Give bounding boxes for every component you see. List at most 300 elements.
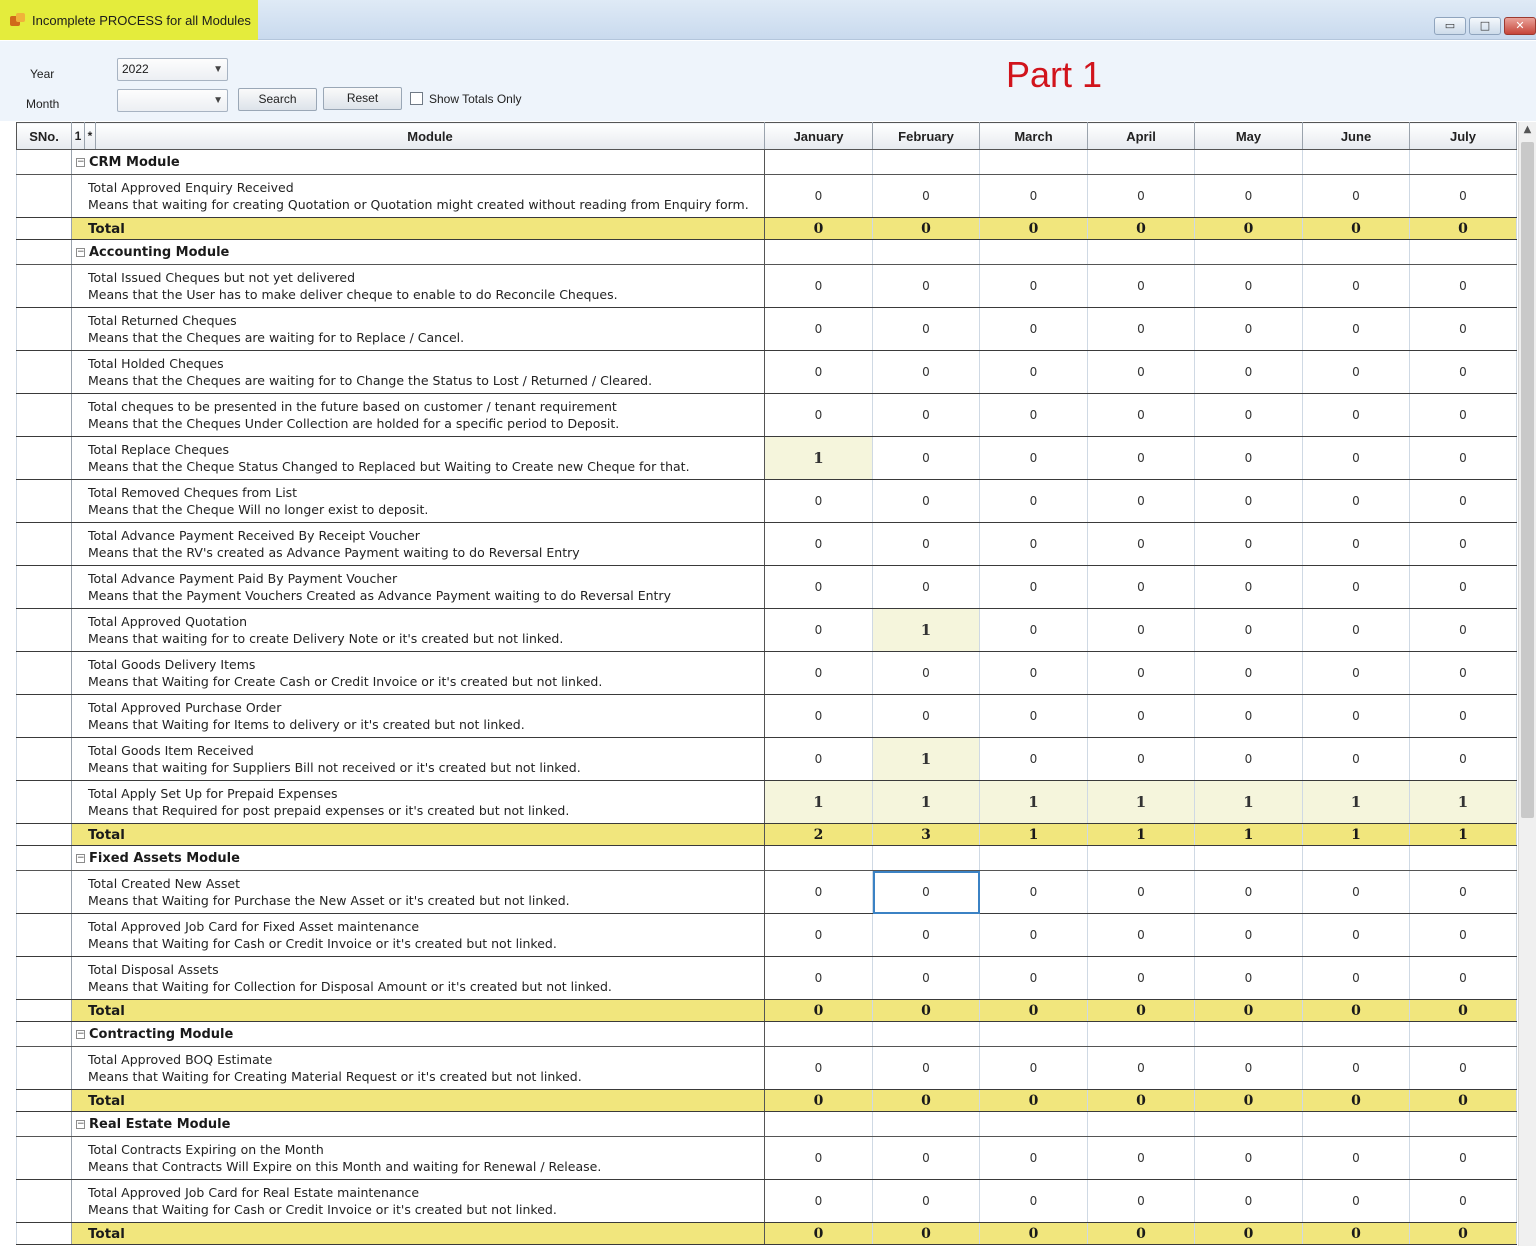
- table-row[interactable]: [17, 1180, 1517, 1223]
- value-cell-february[interactable]: 1: [873, 609, 980, 652]
- value-cell-march[interactable]: 0: [980, 351, 1088, 394]
- column-header-may[interactable]: May: [1195, 123, 1303, 150]
- sno-cell: [17, 1022, 72, 1047]
- row-description-cell[interactable]: [72, 652, 765, 695]
- value-cell-february[interactable]: 0: [873, 566, 980, 609]
- table-row[interactable]: [17, 609, 1517, 652]
- table-row[interactable]: [17, 695, 1517, 738]
- value-cell-may[interactable]: 0: [1195, 265, 1303, 308]
- scroll-up-icon[interactable]: ▲: [1523, 124, 1532, 135]
- row-description: Means that the Cheques Under Collection are holded for a specific period to Deposit.: [88, 416, 620, 431]
- row-title: Total Disposal Assets: [88, 962, 219, 977]
- value-cell-february[interactable]: 0: [873, 652, 980, 695]
- value-cell-july[interactable]: 0: [1410, 265, 1517, 308]
- value-cell-march[interactable]: 0: [980, 738, 1088, 781]
- value-cell-may[interactable]: 0: [1195, 175, 1303, 218]
- row-title: Total Approved Job Card for Fixed Asset maintenance: [88, 919, 420, 934]
- value-cell-april[interactable]: 1: [1088, 781, 1195, 824]
- value-cell-february[interactable]: 0: [873, 523, 980, 566]
- total-row[interactable]: [17, 218, 1517, 240]
- value-cell-june[interactable]: 0: [1303, 738, 1410, 781]
- row-description-cell[interactable]: [72, 523, 765, 566]
- row-description-cell[interactable]: [72, 695, 765, 738]
- total-cell-february[interactable]: 0: [873, 1090, 980, 1112]
- value-cell-january[interactable]: 0: [765, 265, 873, 308]
- value-cell-july[interactable]: 0: [1410, 351, 1517, 394]
- collapse-icon[interactable]: −: [77, 1028, 85, 1039]
- value-cell-march[interactable]: 0: [980, 609, 1088, 652]
- value-cell-april[interactable]: 0: [1088, 566, 1195, 609]
- reset-button[interactable]: Reset: [323, 87, 402, 110]
- value-cell-march[interactable]: 1: [980, 781, 1088, 824]
- collapse-icon[interactable]: −: [77, 156, 85, 167]
- group-cell-march: [980, 1022, 1088, 1047]
- value-cell-july[interactable]: 0: [1410, 914, 1517, 957]
- value-cell-march[interactable]: 0: [980, 523, 1088, 566]
- value-cell-may[interactable]: 0: [1195, 1137, 1303, 1180]
- row-description: Means that Waiting for Purchase the New Asset or it's created but not linked.: [88, 893, 570, 908]
- value-cell-may[interactable]: 0: [1195, 480, 1303, 523]
- table-row[interactable]: [17, 871, 1517, 914]
- group-cell-march: [980, 846, 1088, 871]
- total-cell-june[interactable]: 1: [1303, 824, 1410, 846]
- month-select[interactable]: [117, 89, 228, 112]
- table-row[interactable]: [17, 394, 1517, 437]
- value-cell-may[interactable]: 0: [1195, 308, 1303, 351]
- total-cell-june[interactable]: 0: [1303, 1223, 1410, 1245]
- total-cell-april[interactable]: 0: [1088, 1090, 1195, 1112]
- minimize-button[interactable]: ▭: [1434, 17, 1466, 35]
- total-label: Total: [72, 218, 765, 240]
- show-totals-checkbox[interactable]: [410, 92, 423, 105]
- value-cell-march[interactable]: 0: [980, 265, 1088, 308]
- column-header-sno[interactable]: SNo.: [17, 123, 72, 150]
- group-cell-may: [1195, 1022, 1303, 1047]
- value-cell-march[interactable]: 0: [980, 652, 1088, 695]
- value-cell-june[interactable]: 0: [1303, 394, 1410, 437]
- row-description-cell[interactable]: [72, 437, 765, 480]
- value-cell-april[interactable]: 0: [1088, 652, 1195, 695]
- table-row[interactable]: [17, 523, 1517, 566]
- value-cell-january[interactable]: 0: [765, 566, 873, 609]
- row-description: Means that waiting for Suppliers Bill not received or it's created but not linked.: [88, 760, 581, 775]
- value-cell-june[interactable]: 0: [1303, 1047, 1410, 1090]
- module-group-row[interactable]: [17, 150, 1517, 175]
- module-group-header[interactable]: [72, 1022, 765, 1047]
- value-cell-january[interactable]: 0: [765, 871, 873, 914]
- row-description: Means that the RV's created as Advance Payment waiting to do Reversal Entry: [88, 545, 580, 560]
- value-cell-february[interactable]: 0: [873, 871, 980, 914]
- value-cell-january[interactable]: 0: [765, 695, 873, 738]
- total-cell-march[interactable]: 1: [980, 824, 1088, 846]
- column-header-february[interactable]: February: [873, 123, 980, 150]
- value-cell-february[interactable]: 0: [873, 351, 980, 394]
- value-cell-may[interactable]: 0: [1195, 566, 1303, 609]
- sno-cell: [17, 351, 72, 394]
- value-cell-june[interactable]: 1: [1303, 781, 1410, 824]
- value-cell-march[interactable]: 0: [980, 957, 1088, 1000]
- value-cell-february[interactable]: 0: [873, 1047, 980, 1090]
- value-cell-july[interactable]: 0: [1410, 871, 1517, 914]
- total-cell-february[interactable]: 0: [873, 1000, 980, 1022]
- table-row[interactable]: [17, 566, 1517, 609]
- value-cell-march[interactable]: 0: [980, 1180, 1088, 1223]
- value-cell-january[interactable]: 0: [765, 1137, 873, 1180]
- value-cell-april[interactable]: 0: [1088, 738, 1195, 781]
- table-row[interactable]: [17, 265, 1517, 308]
- group-cell-march: [980, 1112, 1088, 1137]
- value-cell-january[interactable]: 0: [765, 914, 873, 957]
- value-cell-july[interactable]: 0: [1410, 480, 1517, 523]
- row-description-cell[interactable]: [72, 265, 765, 308]
- value-cell-june[interactable]: 0: [1303, 914, 1410, 957]
- row-description-cell[interactable]: [72, 914, 765, 957]
- total-cell-january[interactable]: 2: [765, 824, 873, 846]
- value-cell-may[interactable]: 0: [1195, 738, 1303, 781]
- column-header-march[interactable]: March: [980, 123, 1088, 150]
- table-row[interactable]: [17, 1137, 1517, 1180]
- total-cell-july[interactable]: 1: [1410, 824, 1517, 846]
- total-cell-may[interactable]: 0: [1195, 218, 1303, 240]
- value-cell-february[interactable]: 0: [873, 1137, 980, 1180]
- row-description-cell[interactable]: [72, 351, 765, 394]
- close-button[interactable]: ✕: [1504, 17, 1536, 35]
- value-cell-july[interactable]: 0: [1410, 308, 1517, 351]
- value-cell-february[interactable]: 0: [873, 175, 980, 218]
- row-description-cell[interactable]: [72, 175, 765, 218]
- value-cell-june[interactable]: 0: [1303, 652, 1410, 695]
- total-cell-april[interactable]: 0: [1088, 1223, 1195, 1245]
- total-cell-january[interactable]: 0: [765, 218, 873, 240]
- module-group-row[interactable]: [17, 1022, 1517, 1047]
- value-cell-may[interactable]: 0: [1195, 871, 1303, 914]
- total-row[interactable]: [17, 824, 1517, 846]
- value-cell-july[interactable]: 0: [1410, 1137, 1517, 1180]
- value-cell-may[interactable]: 1: [1195, 781, 1303, 824]
- value-cell-february[interactable]: 0: [873, 265, 980, 308]
- total-row[interactable]: [17, 1090, 1517, 1112]
- total-cell-february[interactable]: 0: [873, 218, 980, 240]
- value-cell-march[interactable]: 0: [980, 437, 1088, 480]
- value-cell-june[interactable]: 0: [1303, 957, 1410, 1000]
- grid-body: [17, 150, 1517, 1245]
- table-row[interactable]: [17, 351, 1517, 394]
- value-cell-may[interactable]: 0: [1195, 523, 1303, 566]
- value-cell-january[interactable]: 0: [765, 1047, 873, 1090]
- table-row[interactable]: [17, 738, 1517, 781]
- value-cell-june[interactable]: 0: [1303, 308, 1410, 351]
- value-cell-may[interactable]: 0: [1195, 914, 1303, 957]
- total-label: Total: [72, 824, 765, 846]
- collapse-icon[interactable]: −: [77, 852, 85, 863]
- total-cell-april[interactable]: 0: [1088, 218, 1195, 240]
- sno-cell: [17, 1137, 72, 1180]
- value-cell-march[interactable]: 0: [980, 308, 1088, 351]
- table-row[interactable]: [17, 957, 1517, 1000]
- row-description-cell[interactable]: [72, 480, 765, 523]
- total-cell-january[interactable]: 0: [765, 1223, 873, 1245]
- total-cell-april[interactable]: 0: [1088, 1000, 1195, 1022]
- row-description: Means that Waiting for Creating Material Request or it's created but not linked.: [88, 1069, 582, 1084]
- value-cell-february[interactable]: 0: [873, 308, 980, 351]
- search-button[interactable]: Search: [238, 88, 317, 111]
- value-cell-june[interactable]: 0: [1303, 1180, 1410, 1223]
- value-cell-june[interactable]: 0: [1303, 265, 1410, 308]
- value-cell-april[interactable]: 0: [1088, 957, 1195, 1000]
- module-group-row[interactable]: [17, 846, 1517, 871]
- row-title: Total Approved Purchase Order: [88, 700, 282, 715]
- value-cell-january[interactable]: 0: [765, 738, 873, 781]
- process-grid[interactable]: [16, 122, 1536, 1246]
- value-cell-march[interactable]: 0: [980, 175, 1088, 218]
- column-header-january[interactable]: January: [765, 123, 873, 150]
- sno-cell: [17, 914, 72, 957]
- value-cell-april[interactable]: 0: [1088, 351, 1195, 394]
- value-cell-january[interactable]: 1: [765, 437, 873, 480]
- value-cell-february[interactable]: 0: [873, 437, 980, 480]
- table-row[interactable]: [17, 175, 1517, 218]
- group-cell-april: [1088, 1112, 1195, 1137]
- value-cell-january[interactable]: 1: [765, 781, 873, 824]
- table-row[interactable]: [17, 914, 1517, 957]
- value-cell-april[interactable]: 0: [1088, 695, 1195, 738]
- total-cell-march[interactable]: 0: [980, 218, 1088, 240]
- total-cell-february[interactable]: 0: [873, 1223, 980, 1245]
- value-cell-march[interactable]: 0: [980, 914, 1088, 957]
- value-cell-july[interactable]: 0: [1410, 566, 1517, 609]
- row-description-cell[interactable]: [72, 609, 765, 652]
- module-group-header[interactable]: [72, 240, 765, 265]
- value-cell-july[interactable]: 0: [1410, 1180, 1517, 1223]
- value-cell-february[interactable]: 0: [873, 914, 980, 957]
- column-header-1[interactable]: 1: [72, 123, 85, 150]
- value-cell-may[interactable]: 0: [1195, 351, 1303, 394]
- total-cell-july[interactable]: 0: [1410, 1000, 1517, 1022]
- row-description: Means that the Cheques are waiting for to Change the Status to Lost / Returned / Cleared.: [88, 373, 653, 388]
- group-cell-april: [1088, 846, 1195, 871]
- row-title: Total Goods Delivery Items: [88, 657, 256, 672]
- value-cell-february[interactable]: 1: [873, 781, 980, 824]
- value-cell-january[interactable]: 0: [765, 175, 873, 218]
- value-cell-january[interactable]: 0: [765, 957, 873, 1000]
- value-cell-april[interactable]: 0: [1088, 1137, 1195, 1180]
- row-description: Means that Waiting for Cash or Credit Invoice or it's created but not linked.: [88, 1202, 557, 1217]
- value-cell-february[interactable]: 0: [873, 394, 980, 437]
- value-cell-june[interactable]: 0: [1303, 609, 1410, 652]
- value-cell-june[interactable]: 0: [1303, 871, 1410, 914]
- total-cell-may[interactable]: 0: [1195, 1090, 1303, 1112]
- column-header-april[interactable]: April: [1088, 123, 1195, 150]
- row-description-cell[interactable]: [72, 871, 765, 914]
- value-cell-june[interactable]: 0: [1303, 437, 1410, 480]
- value-cell-january[interactable]: 0: [765, 480, 873, 523]
- value-cell-may[interactable]: 0: [1195, 957, 1303, 1000]
- value-cell-july[interactable]: 0: [1410, 175, 1517, 218]
- value-cell-april[interactable]: 0: [1088, 914, 1195, 957]
- sno-cell: [17, 308, 72, 351]
- value-cell-april[interactable]: 0: [1088, 871, 1195, 914]
- value-cell-april[interactable]: 0: [1088, 437, 1195, 480]
- row-description-cell[interactable]: [72, 308, 765, 351]
- total-cell-march[interactable]: 0: [980, 1223, 1088, 1245]
- value-cell-january[interactable]: 0: [765, 652, 873, 695]
- value-cell-may[interactable]: 0: [1195, 394, 1303, 437]
- value-cell-july[interactable]: 0: [1410, 957, 1517, 1000]
- total-cell-may[interactable]: 0: [1195, 1223, 1303, 1245]
- value-cell-march[interactable]: 0: [980, 1137, 1088, 1180]
- table-row[interactable]: [17, 1047, 1517, 1090]
- row-description: Means that Waiting for Collection for Disposal Amount or it's created but not linked.: [88, 979, 612, 994]
- row-description-cell[interactable]: [72, 738, 765, 781]
- module-group-row[interactable]: [17, 1112, 1517, 1137]
- row-description-cell[interactable]: [72, 781, 765, 824]
- value-cell-may[interactable]: 0: [1195, 609, 1303, 652]
- total-cell-january[interactable]: 0: [765, 1090, 873, 1112]
- row-description-cell[interactable]: [72, 957, 765, 1000]
- total-cell-july[interactable]: 0: [1410, 1223, 1517, 1245]
- table-row[interactable]: [17, 480, 1517, 523]
- value-cell-july[interactable]: 0: [1410, 738, 1517, 781]
- value-cell-july[interactable]: 0: [1410, 695, 1517, 738]
- total-cell-june[interactable]: 0: [1303, 1090, 1410, 1112]
- total-cell-february[interactable]: 3: [873, 824, 980, 846]
- value-cell-january[interactable]: 0: [765, 1180, 873, 1223]
- value-cell-march[interactable]: 0: [980, 394, 1088, 437]
- value-cell-may[interactable]: 0: [1195, 1047, 1303, 1090]
- table-row[interactable]: [17, 308, 1517, 351]
- value-cell-july[interactable]: 0: [1410, 437, 1517, 480]
- value-cell-january[interactable]: 0: [765, 308, 873, 351]
- value-cell-june[interactable]: 0: [1303, 480, 1410, 523]
- value-cell-february[interactable]: 0: [873, 695, 980, 738]
- value-cell-april[interactable]: 0: [1088, 175, 1195, 218]
- value-cell-march[interactable]: 0: [980, 1047, 1088, 1090]
- value-cell-april[interactable]: 0: [1088, 308, 1195, 351]
- value-cell-june[interactable]: 0: [1303, 1137, 1410, 1180]
- collapse-icon[interactable]: −: [77, 1118, 85, 1129]
- total-cell-july[interactable]: 0: [1410, 1090, 1517, 1112]
- group-cell-may: [1195, 240, 1303, 265]
- window-titlebar[interactable]: [0, 0, 1536, 40]
- total-cell-may[interactable]: 0: [1195, 1000, 1303, 1022]
- value-cell-april[interactable]: 0: [1088, 1047, 1195, 1090]
- process-table: [16, 122, 1517, 1245]
- value-cell-june[interactable]: 0: [1303, 695, 1410, 738]
- group-cell-january: [765, 150, 873, 175]
- row-description: Means that Contracts Will Expire on this Month and waiting for Renewal / Release.: [88, 1159, 602, 1174]
- column-header-june[interactable]: June: [1303, 123, 1410, 150]
- vertical-scrollbar[interactable]: [1518, 122, 1536, 1246]
- total-cell-march[interactable]: 0: [980, 1000, 1088, 1022]
- total-cell-march[interactable]: 0: [980, 1090, 1088, 1112]
- value-cell-april[interactable]: 0: [1088, 480, 1195, 523]
- value-cell-july[interactable]: 0: [1410, 652, 1517, 695]
- value-cell-may[interactable]: 0: [1195, 652, 1303, 695]
- total-cell-june[interactable]: 0: [1303, 1000, 1410, 1022]
- value-cell-january[interactable]: 0: [765, 394, 873, 437]
- column-header-module[interactable]: Module: [96, 123, 765, 150]
- value-cell-april[interactable]: 0: [1088, 523, 1195, 566]
- module-group-header[interactable]: [72, 150, 765, 175]
- group-cell-june: [1303, 1022, 1410, 1047]
- value-cell-june[interactable]: 0: [1303, 351, 1410, 394]
- module-group-header[interactable]: [72, 846, 765, 871]
- value-cell-march[interactable]: 0: [980, 566, 1088, 609]
- total-cell-july[interactable]: 0: [1410, 218, 1517, 240]
- total-row[interactable]: [17, 1223, 1517, 1245]
- module-group-header[interactable]: [72, 1112, 765, 1137]
- value-cell-march[interactable]: 0: [980, 871, 1088, 914]
- value-cell-january[interactable]: 0: [765, 609, 873, 652]
- table-row[interactable]: [17, 781, 1517, 824]
- sno-cell: [17, 437, 72, 480]
- row-description: Means that the User has to make deliver cheque to enable to do Reconcile Cheques.: [88, 287, 618, 302]
- maximize-button[interactable]: □: [1469, 17, 1501, 35]
- total-cell-may[interactable]: 1: [1195, 824, 1303, 846]
- row-description-cell[interactable]: [72, 1047, 765, 1090]
- value-cell-june[interactable]: 0: [1303, 175, 1410, 218]
- header-row: [17, 123, 1517, 150]
- total-cell-june[interactable]: 0: [1303, 218, 1410, 240]
- row-description-cell[interactable]: [72, 566, 765, 609]
- sno-cell: [17, 846, 72, 871]
- total-cell-april[interactable]: 1: [1088, 824, 1195, 846]
- value-cell-february[interactable]: 0: [873, 1180, 980, 1223]
- row-description-cell[interactable]: [72, 1180, 765, 1223]
- table-row[interactable]: [17, 652, 1517, 695]
- table-row[interactable]: [17, 437, 1517, 480]
- total-cell-january[interactable]: 0: [765, 1000, 873, 1022]
- value-cell-april[interactable]: 0: [1088, 265, 1195, 308]
- value-cell-june[interactable]: 0: [1303, 566, 1410, 609]
- year-select[interactable]: [117, 58, 228, 81]
- collapse-icon[interactable]: −: [77, 246, 85, 257]
- column-header-star[interactable]: *: [85, 123, 96, 150]
- group-cell-february: [873, 1112, 980, 1137]
- value-cell-may[interactable]: 0: [1195, 1180, 1303, 1223]
- row-title: Total Created New Asset: [88, 876, 241, 891]
- value-cell-march[interactable]: 0: [980, 480, 1088, 523]
- sno-cell: [17, 175, 72, 218]
- value-cell-april[interactable]: 0: [1088, 1180, 1195, 1223]
- sno-cell: [17, 609, 72, 652]
- year-label: Year: [30, 67, 55, 81]
- total-row[interactable]: [17, 1000, 1517, 1022]
- value-cell-february[interactable]: 1: [873, 738, 980, 781]
- group-cell-february: [873, 240, 980, 265]
- value-cell-march[interactable]: 0: [980, 695, 1088, 738]
- value-cell-july[interactable]: 0: [1410, 523, 1517, 566]
- value-cell-may[interactable]: 0: [1195, 437, 1303, 480]
- scrollbar-thumb[interactable]: [1521, 142, 1534, 818]
- value-cell-february[interactable]: 0: [873, 480, 980, 523]
- value-cell-january[interactable]: 0: [765, 351, 873, 394]
- value-cell-july[interactable]: 0: [1410, 1047, 1517, 1090]
- row-description-cell[interactable]: [72, 1137, 765, 1180]
- value-cell-may[interactable]: 0: [1195, 695, 1303, 738]
- value-cell-july[interactable]: 1: [1410, 781, 1517, 824]
- value-cell-june[interactable]: 0: [1303, 523, 1410, 566]
- module-group-row[interactable]: [17, 240, 1517, 265]
- value-cell-july[interactable]: 0: [1410, 609, 1517, 652]
- value-cell-april[interactable]: 0: [1088, 394, 1195, 437]
- value-cell-january[interactable]: 0: [765, 523, 873, 566]
- value-cell-april[interactable]: 0: [1088, 609, 1195, 652]
- row-description-cell[interactable]: [72, 394, 765, 437]
- value-cell-february[interactable]: 0: [873, 957, 980, 1000]
- column-header-july[interactable]: July: [1410, 123, 1517, 150]
- value-cell-july[interactable]: 0: [1410, 394, 1517, 437]
